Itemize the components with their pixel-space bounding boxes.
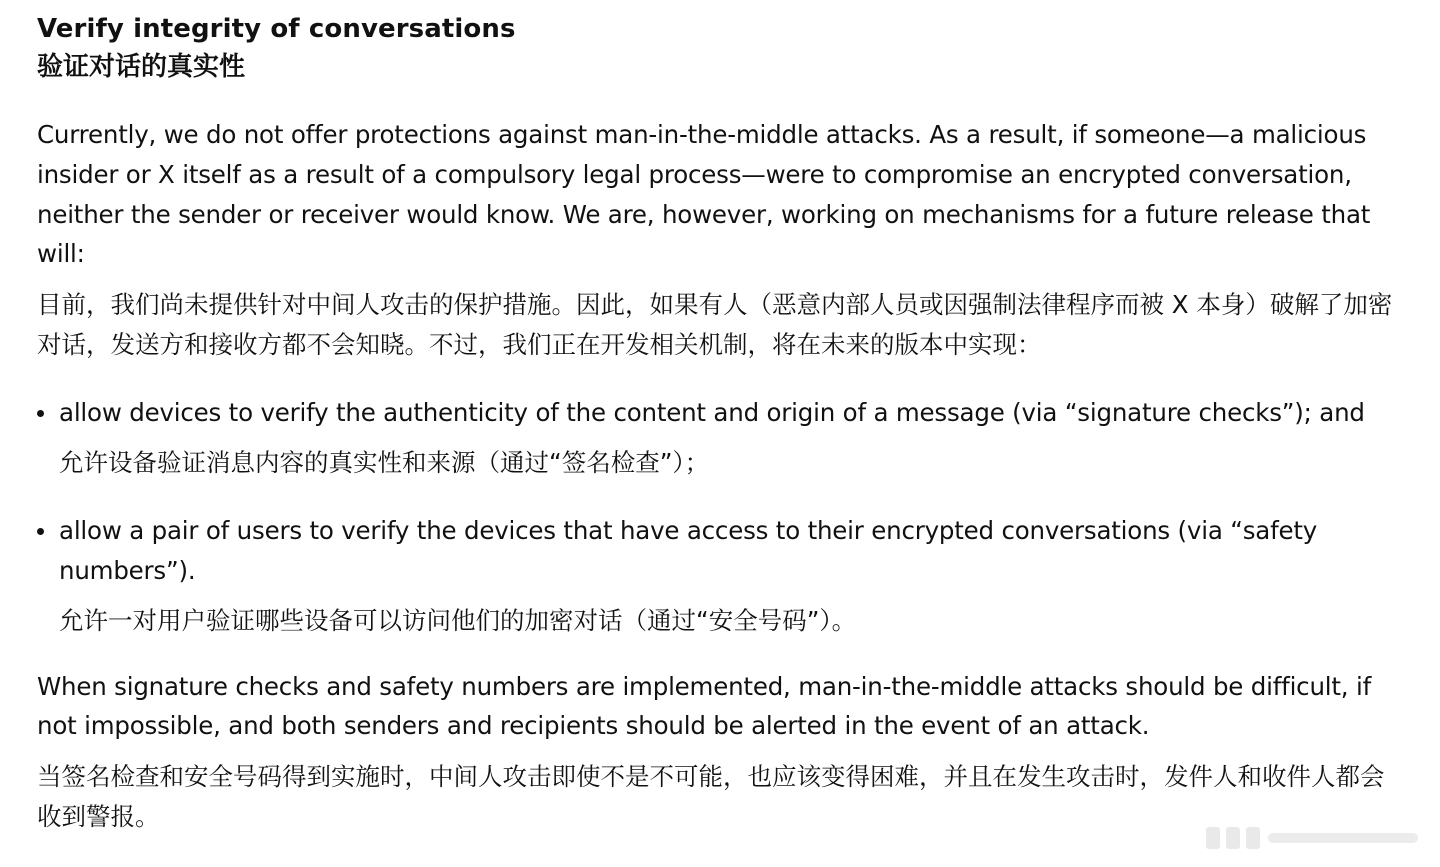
intro-paragraph-zh: 目前，我们尚未提供针对中间人攻击的保护措施。因此，如果有人（恶意内部人员或因强制法律程序而被 X 本身）破解了加密对话，发送方和接收方都不会知晓。不过，我们正在开发相关机制，将在未来的版本中实现： xyxy=(37,290,1393,360)
list-item xyxy=(37,393,1407,483)
list-item xyxy=(37,511,1407,641)
intro-paragraph-en: Currently, we do not offer protections against man-in-the-middle attacks. As a result, if someone—a malicious insider or X itself as a result of a compulsory legal process—were to compromise an encrypted conversation, neither the sender or receiver would know. We are, however, working on mechanisms for a future release that will: xyxy=(37,120,1371,269)
section-title-zh: 验证对话的真实性 xyxy=(37,52,246,82)
bullet-icon xyxy=(37,410,44,417)
list-item-text-zh: 允许一对用户验证哪些设备可以访问他们的加密对话（通过“安全号码”）。 xyxy=(59,605,857,635)
closing-paragraph-zh: 当签名检查和安全号码得到实施时，中间人攻击即使不是不可能，也应该变得困难，并且在发生攻击时，发件人和收件人都会收到警报。 xyxy=(37,762,1385,832)
closing-paragraph-en: When signature checks and safety numbers are implemented, man-in-the-middle attacks should be difficult, if not impossible, and both senders and recipients should be alerted in the event of an attack. xyxy=(37,671,1371,741)
list-item-text-en: allow devices to verify the authenticity of the content and origin of a message (via “signature checks”); and xyxy=(59,398,1365,428)
section-title-en: Verify integrity of conversations xyxy=(37,14,516,44)
feature-list xyxy=(37,393,1407,640)
article-section xyxy=(37,10,1407,837)
watermark-icon xyxy=(1206,823,1426,853)
list-item-text-zh: 允许设备验证消息内容的真实性和来源（通过“签名检查”）； xyxy=(59,447,710,477)
list-item-text-en: allow a pair of users to verify the devices that have access to their encrypted conversations (via “safety numbers”). xyxy=(59,515,1318,585)
bullet-icon xyxy=(37,528,44,535)
